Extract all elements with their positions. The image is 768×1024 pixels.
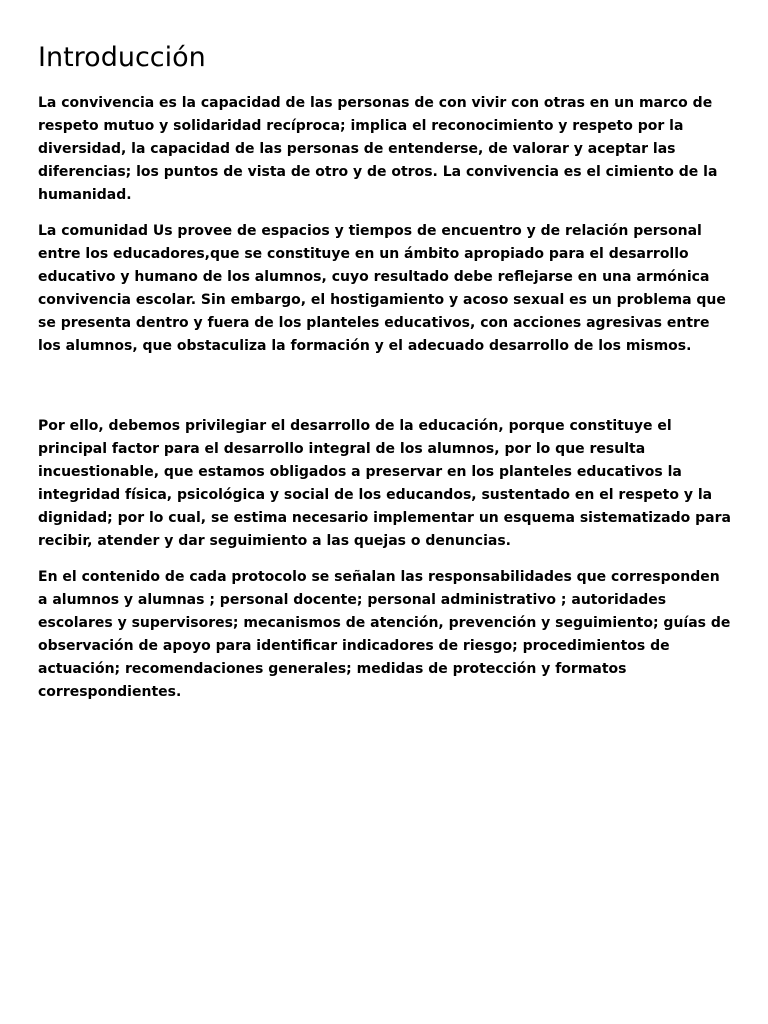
document-page [38, 38, 732, 717]
paragraph-protocolo: En el contenido de cada protocolo se señalan las responsabilidades que corresponden a alumnos y alumnas ; personal docente; personal administrativo ; autoridades escolares y supervisores; mecanismos de atención, prevención y seguimiento; guías de observación de apoyo para identificar indicadores de riesgo; procedimientos de actuación; recomendaciones generales; medidas de protección y formatos correspondientes. [38, 569, 731, 700]
paragraph-convivencia: La convivencia es la capacidad de las personas de con vivir con otras en un marco de respeto mutuo y solidaridad recíproca; implica el reconocimiento y respeto por la diversidad, la capacidad de las personas de entenderse, de valorar y aceptar las diferencias; los puntos de vista de otro y de otros. La convivencia es el cimiento de la humanidad. [38, 95, 718, 203]
document-title: Introducción [38, 42, 206, 73]
paragraph-comunidad: La comunidad Us provee de espacios y tiempos de encuentro y de relación personal entre los educadores,que se constituye en un ámbito apropiado para el desarrollo educativo y humano de los alumnos, cuyo resultado debe reflejarse en una armónica convivencia escolar. Sin embargo, el hostigamiento y acoso sexual es un problema que se presenta dentro y fuera de los planteles educativos, con acciones agresivas entre los alumnos, que obstaculiza la formación y el adecuado desarrollo de los mismos. [38, 223, 726, 354]
paragraph-educacion: Por ello, debemos privilegiar el desarrollo de la educación, porque constituye el principal factor para el desarrollo integral de los alumnos, por lo que resulta incuestionable, que estamos obligados a preservar en los planteles educativos la integridad física, psicológica y social de los educandos, sustentado en el respeto y la dignidad; por lo cual, se estima necesario implementar un esquema sistematizado para recibir, atender y dar seguimiento a las quejas o denuncias. [38, 418, 731, 549]
